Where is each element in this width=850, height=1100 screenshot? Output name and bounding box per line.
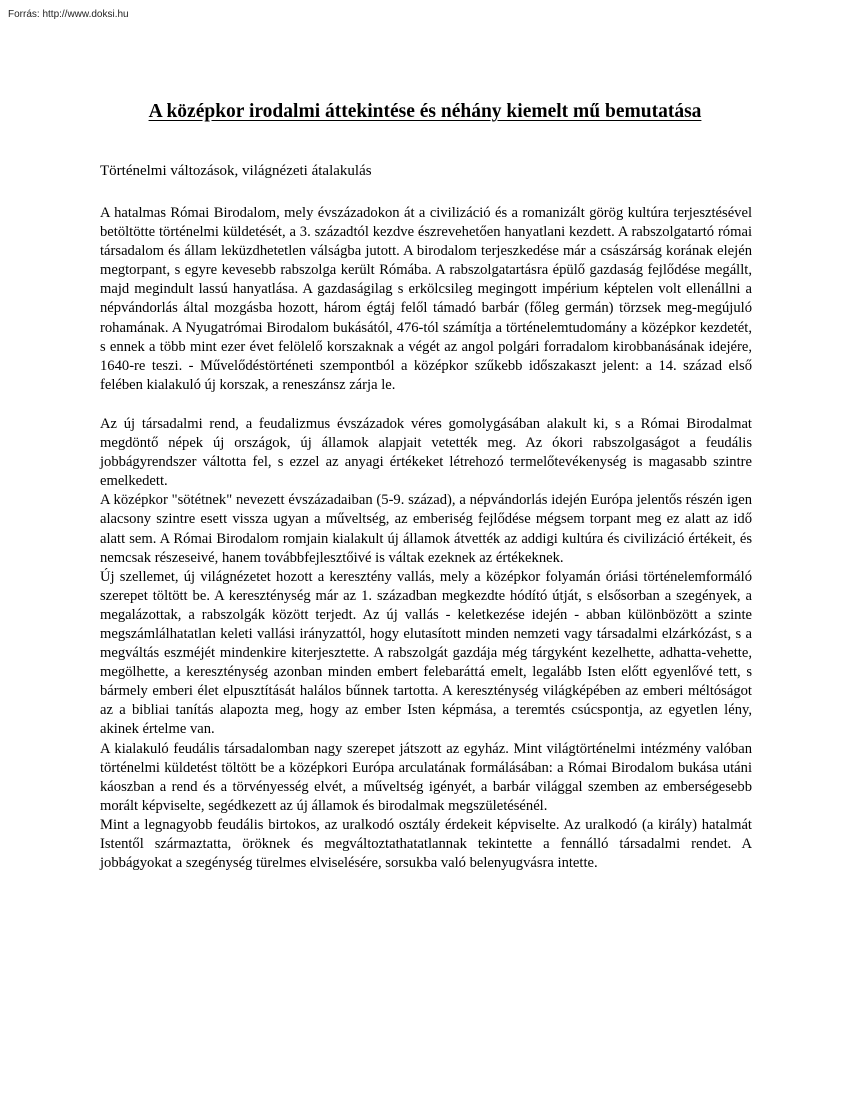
paragraph: Mint a legnagyobb feudális birtokos, az uralkodó osztály érdekeit képviselte. Az uralkodó (a király) hatalmát Istentől származtatta, öröknek és megváltoztathatatlannak tekintette a fennálló társadalmi rendet. A jobbágyokat a szegénység türelmes elviselésére, sorsukba való belenyugvásra intette.: [100, 816, 752, 872]
paragraph: A középkor "sötétnek" nevezett évszázadaiban (5-9. század), a népvándorlás idején Európa jelentős részén igen alacsony szintre esett vissza ugyan a műveltség, az emberiség fejlődése mégsem torpant meg ez alatt az idő alatt sem. A Római Birodalom romjain kialakult új államok átvették az addigi kultúra és civilizáció értékeit, és nemcsak részeseivé, hanem továbbfejlesztőivé is váltak ezeknek az értékeknek.: [100, 492, 752, 566]
paragraph: A hatalmas Római Birodalom, mely évszázadokon át a civilizáció és a romanizált görög kultúra terjesztésével betöltötte történelmi küldetését, a 3. századtól kezdve észrevehetően hanyatlani kezdett. A rabszolgatartó római társadalom és állam leküzdhetetlen válságba jutott. A birodalom terjeszkedése már a császárság korának elején megtorpant, s egyre kevesebb rabszolga került Rómába. A rabszolgatartásra épülő gazdaság fejlődése megállt, majd megindult lassú hanyatlása. A gazdaságilag s erkölcsileg megingott impérium képtelen volt ellenállni a népvándorlás által mozgásba hozott, három égtáj felől támadó barbár (főleg germán) törzsek meg-megújuló rohamának. A Nyugatrómai Birodalom bukásától, 476-tól számítja a történelemtudomány a középkor kezdetét, s ennek a több mint ezer évet felölelő korszaknak a végét az angol polgári forradalom kirobbanásának idejére, 1640-re teszi. - Művelődéstörténeti szempontból a középkor szűkebb időszakaszt jelent: a 14. század első felében kialakuló új korszak, a reneszánsz zárja le.: [100, 205, 752, 393]
paragraph: Új szellemet, új világnézetet hozott a keresztény vallás, mely a középkor folyamán óriási történelemformáló szerepet töltött be. A kereszténység már az 1. században megkezdte hódító útját, s elsősorban a szegények, a megalázottak, a rabszolgák között terjedt. Az új vallás - keletkezése idején - abban különbözött a szinte megszámlálhatatlan keleti vallási irányzattól, hogy elutasított minden nemzeti vagy társadalmi elzárkózást, s a megváltás eszméjét mindenkire kiterjesztette. A rabszolgát gazdája még tárgyként kezelhette, adhatta-vehette, megölhette, a kereszténység azonban minden embert felebaráttá emelt, legalább Isten előtt egyenlővé tett, s bármely emberi élet elpusztítását halálos bűnnek tartotta. A kereszténység világképében az emberi méltóságot az a bibliai tanítás alapozta meg, hogy az ember Isten képmása, a teremtés csúcspontja, az egyetlen lény, akinek értelme van.: [100, 568, 752, 738]
document-title: A középkor irodalmi áttekintése és néhány kiemelt mű bemutatása: [148, 101, 702, 122]
document-body: [100, 204, 752, 873]
paragraph: Az új társadalmi rend, a feudalizmus évszázadok véres gomolygásában alakult ki, s a Római Birodalmat megdöntő népek új országok, új államok alapjait vetették meg. Az ókori rabszolgaságot a feudális jobbágyrendszer váltotta fel, s ezzel az anyagi értékeket létrehozó termelőtevékenység is magasabb szintre emelkedett.: [100, 415, 752, 490]
paragraph: A kialakuló feudális társadalomban nagy szerepet játszott az egyház. Mint világtörténelmi intézmény valóban történelmi küldetést töltött be a középkori Európa arculatának formálásában: a Római Birodalom bukása utáni káoszban a rend és a törvényesség elvét, a műveltség igényét, a barbár világgal szemben az emberségesebb morált képviselte, segédkezett az új államok és birodalmak megszületésénél.: [100, 740, 752, 814]
source-note: Forrás: http://www.doksi.hu: [8, 9, 129, 20]
section-subtitle: Történelmi változások, világnézeti átalakulás: [100, 163, 372, 179]
